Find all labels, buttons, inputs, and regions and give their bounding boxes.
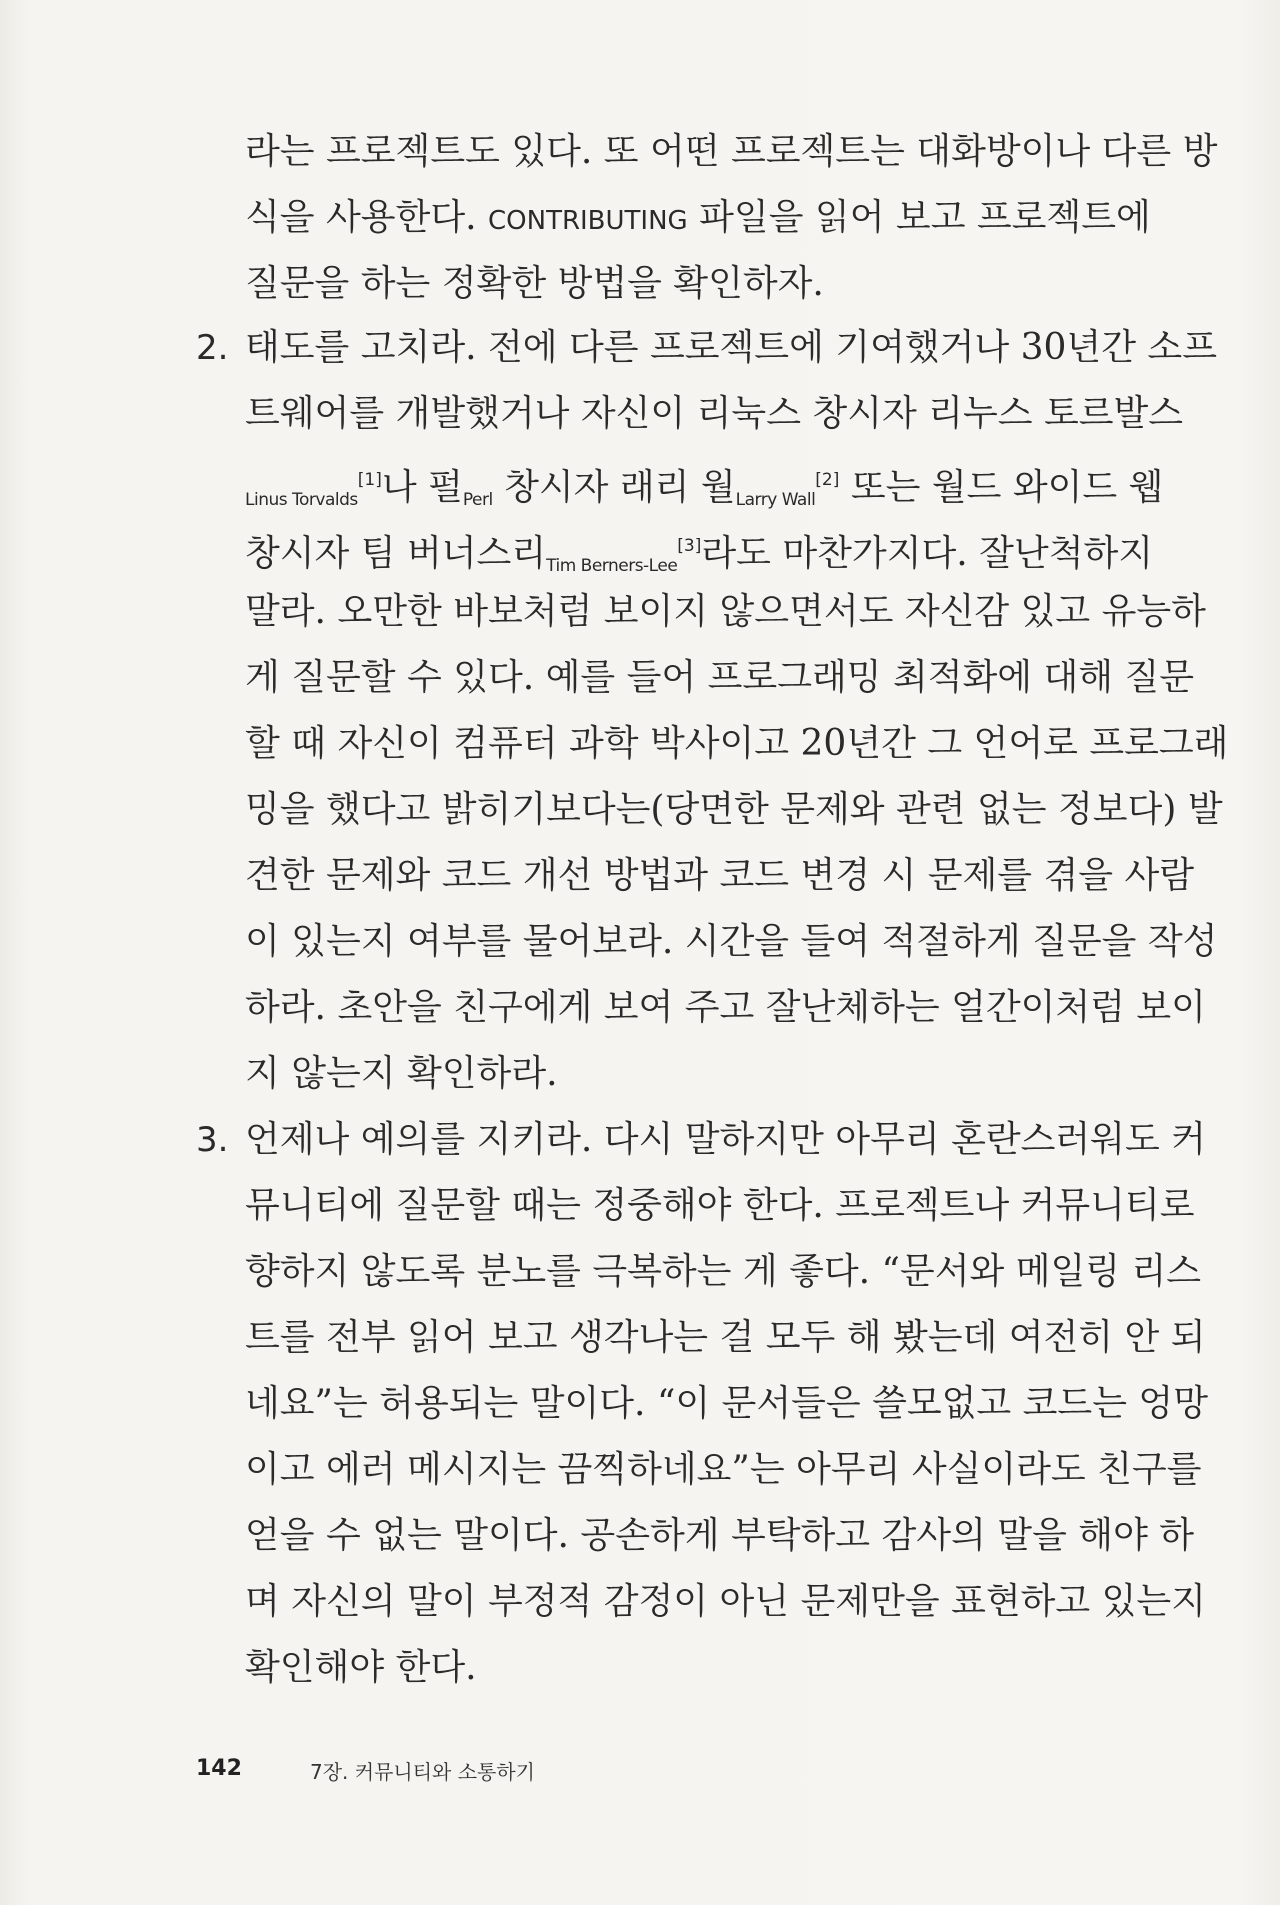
text-line: [245, 454, 1164, 510]
text-line-content: 확인해야 한다.: [245, 1647, 477, 1688]
text-line: [245, 1312, 1206, 1364]
text-line: [245, 652, 1195, 704]
footnote-ref: [2]: [815, 470, 840, 490]
text-line: [245, 322, 1217, 374]
text-line: [245, 1510, 1195, 1562]
name-annotation: Larry Wall: [735, 490, 816, 510]
chapter-title: 7장. 커뮤니티와 소통하기: [310, 1760, 535, 1784]
filename-text: CONTRIBUTING: [488, 206, 688, 236]
text-line: [245, 1444, 1202, 1496]
text-line-content: 향하지 않도록 분노를 극복하는 게 좋다. “문서와 메일링 리스: [245, 1251, 1202, 1292]
text-line: [245, 1642, 1107, 1694]
text-line: [245, 1378, 1208, 1430]
text-line-content: 뮤니티에 질문할 때는 정중해야 한다. 프로젝트나 커뮤니티로: [245, 1185, 1195, 1226]
name-annotation: Perl: [462, 490, 493, 510]
text-line: [245, 520, 1154, 576]
text-segment: 창시자 래리 월: [492, 467, 736, 508]
text-line-content: 게 질문할 수 있다. 예를 들어 프로그래밍 최적화에 대해 질문: [245, 657, 1195, 698]
footnote-ref: [1]: [357, 470, 382, 490]
text-line-content: 말라. 오만한 바보처럼 보이지 않으면서도 자신감 있고 유능하: [245, 591, 1206, 632]
text-line: [245, 1114, 1206, 1166]
list-number: 2.: [196, 328, 229, 368]
text-line-content: 트웨어를 개발했거나 자신이 리눅스 창시자 리누스 토르발스: [245, 393, 1184, 434]
footnote-ref: [3]: [677, 536, 702, 556]
text-line: [245, 916, 1218, 968]
text-line: [245, 1576, 1206, 1628]
text-line: [245, 1180, 1195, 1232]
text-line-content: 지 않는지 확인하라.: [245, 1053, 558, 1094]
text-line-content: 트를 전부 읽어 보고 생각나는 걸 모두 해 봤는데 여전히 안 되: [245, 1317, 1206, 1358]
name-annotation: Tim Berners-Lee: [546, 556, 678, 576]
text-line-content: 얻을 수 없는 말이다. 공손하게 부탁하고 감사의 말을 해야 하: [245, 1515, 1195, 1556]
text-line: [245, 718, 1229, 770]
text-segment: 또는 월드 와이드 웹: [839, 467, 1164, 508]
text-line-content: 견한 문제와 코드 개선 방법과 코드 변경 시 문제를 겪을 사람: [245, 855, 1195, 896]
text-segment: 나 펄: [381, 467, 463, 508]
text-line: [245, 1048, 1107, 1100]
text-segment: 파일을 읽어 보고 프로젝트에: [687, 197, 1151, 238]
text-line: [245, 192, 1151, 244]
name-annotation: Linus Torvalds: [245, 490, 358, 510]
text-line: [245, 784, 1223, 836]
text-line: [245, 388, 1184, 440]
page-number: 142: [196, 1756, 242, 1781]
text-line-content: 하라. 초안을 친구에게 보여 주고 잘난체하는 얼간이처럼 보이: [245, 987, 1206, 1028]
text-line-content: 라는 프로젝트도 있다. 또 어떤 프로젝트는 대화방이나 다른 방: [245, 131, 1218, 172]
text-line-content: 네요”는 허용되는 말이다. “이 문서들은 쓸모없고 코드는 엉망: [245, 1383, 1208, 1424]
text-line-content: 이고 에러 메시지는 끔찍하네요”는 아무리 사실이라도 친구를: [245, 1449, 1202, 1490]
text-segment: 식을 사용한다.: [245, 197, 488, 238]
text-line: [245, 258, 1107, 310]
text-line: [245, 586, 1206, 638]
text-line: [245, 982, 1206, 1034]
list-number: 3.: [196, 1120, 229, 1160]
text-line: [245, 1246, 1202, 1298]
text-line: [245, 850, 1195, 902]
text-line-content: 질문을 하는 정확한 방법을 확인하자.: [245, 263, 824, 304]
text-segment: 라도 마찬가지다. 잘난척하지: [701, 533, 1154, 574]
text-line-content: 언제나 예의를 지키라. 다시 말하지만 아무리 혼란스러워도 커: [245, 1119, 1206, 1160]
text-line-content: 밍을 했다고 밝히기보다는(당면한 문제와 관련 없는 정보다) 발: [245, 789, 1223, 830]
text-line-content: 태도를 고치라. 전에 다른 프로젝트에 기여했거나 30년간 소프: [245, 327, 1217, 368]
text-line-content: 이 있는지 여부를 물어보라. 시간을 들여 적절하게 질문을 작성: [245, 921, 1218, 962]
text-line: [245, 126, 1218, 178]
text-line-content: 며 자신의 말이 부정적 감정이 아닌 문제만을 표현하고 있는지: [245, 1581, 1206, 1622]
text-line-content: 할 때 자신이 컴퓨터 과학 박사이고 20년간 그 언어로 프로그래: [245, 723, 1229, 764]
text-segment: 창시자 팀 버너스리: [245, 533, 547, 574]
